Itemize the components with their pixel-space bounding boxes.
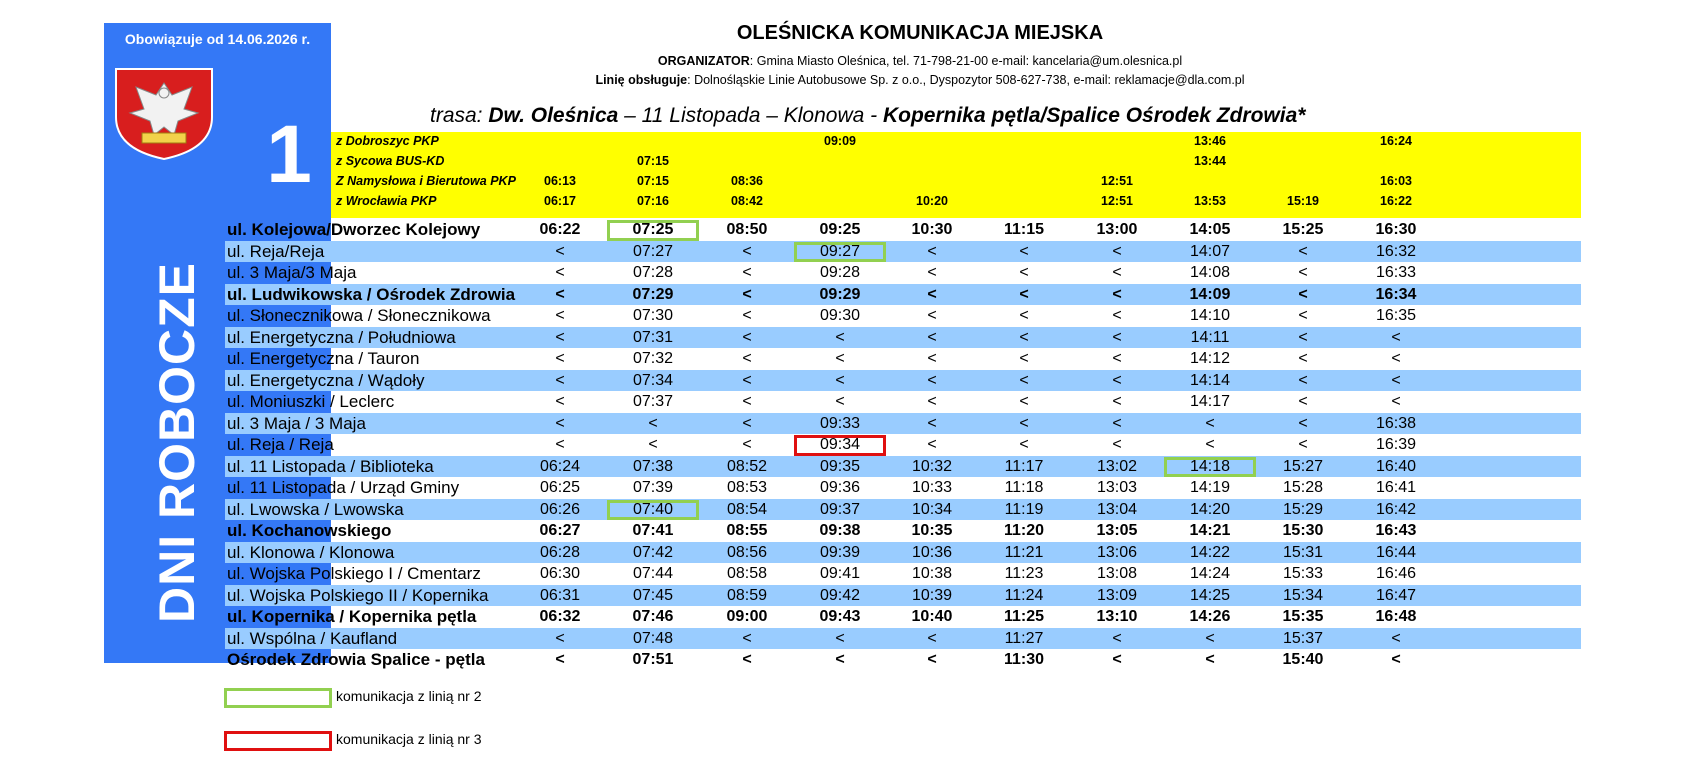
departure-time: 09:38 [819, 522, 861, 539]
departure-time: 08:58 [726, 565, 768, 582]
departure-time: 14:21 [1189, 522, 1231, 539]
departure-time: 09:35 [819, 457, 861, 475]
page-title: OLEŚNICKA KOMUNIKACJA MIEJSKA [736, 22, 1104, 44]
departure-time: 10:40 [911, 608, 953, 625]
departure-time: 15:29 [1282, 500, 1324, 518]
departure-time: 14:19 [1189, 479, 1231, 496]
departure-time: < [555, 414, 565, 432]
stop-name: ul. Energetyczna / Tauron [227, 349, 420, 368]
departure-time: 07:28 [632, 264, 674, 281]
stop-name: ul. 11 Listopada / Urząd Gminy [227, 478, 460, 497]
departure-time: 14:20 [1189, 500, 1231, 518]
route-prefix: trasa: [430, 104, 483, 127]
connection-time: 06:17 [544, 194, 576, 208]
departure-time: 07:41 [632, 522, 674, 539]
departure-time: 11:25 [1003, 608, 1045, 625]
departure-time: 16:33 [1375, 264, 1417, 281]
departure-time: < [927, 629, 937, 647]
route-description [430, 104, 1430, 128]
connection-time: 06:13 [544, 174, 576, 188]
departure-time: < [1112, 350, 1122, 367]
connection-time: 15:19 [1287, 194, 1319, 208]
connection-time: 16:03 [1380, 174, 1412, 188]
departure-time: 13:00 [1096, 221, 1138, 238]
departure-time: 09:33 [819, 414, 861, 432]
departure-time: 14:11 [1190, 328, 1230, 346]
operator-label: Linię obsługuje [595, 73, 688, 87]
departure-time: 08:53 [726, 479, 768, 496]
departure-time: 13:10 [1096, 608, 1138, 625]
departure-time: < [1112, 436, 1122, 453]
departure-time: 14:14 [1189, 371, 1231, 389]
departure-time: < [555, 307, 565, 324]
departure-time: < [1112, 307, 1122, 324]
stop-name: ul. Ludwikowska / Ośrodek Zdrowia [227, 284, 516, 304]
stop-name: ul. Wojska Polskiego II / Kopernika [227, 585, 489, 605]
departure-time: < [555, 393, 565, 410]
departure-time: 13:04 [1096, 500, 1138, 518]
departure-time: 09:27 [819, 242, 861, 260]
departure-time: 08:59 [726, 586, 768, 604]
connection-time: 12:51 [1101, 174, 1133, 188]
stop-name: ul. Wojska Polskiego I / Cmentarz [227, 564, 481, 583]
stop-name: ul. Wspólna / Kaufland [227, 628, 398, 648]
departure-time: 16:42 [1375, 500, 1417, 518]
departure-time: < [835, 651, 845, 668]
departure-time: < [1019, 264, 1029, 281]
day-type-label: DNI ROBOCZE [149, 262, 205, 623]
departure-time: 09:36 [819, 479, 861, 496]
departure-time: < [927, 264, 937, 281]
line-number: 1 [266, 109, 312, 200]
departure-time: 09:28 [819, 264, 861, 281]
departure-time: 11:24 [1004, 586, 1044, 604]
departure-time: < [1019, 285, 1029, 303]
departure-time: < [1391, 371, 1401, 389]
connection-highlight-green [1164, 457, 1256, 478]
stop-name: Ośrodek Zdrowia Spalice - pętla [227, 650, 485, 669]
departure-time: 15:25 [1282, 221, 1324, 238]
connection-time: 07:15 [637, 154, 669, 168]
departure-time: 13:03 [1096, 479, 1138, 496]
departure-time: < [1112, 285, 1122, 303]
departure-time: 16:48 [1375, 608, 1417, 625]
departure-time: 06:22 [539, 221, 581, 238]
departure-time: 14:12 [1189, 350, 1231, 367]
departure-time: 09:34 [819, 436, 861, 453]
departure-time: 07:34 [632, 371, 674, 389]
departure-time: 09:42 [819, 586, 861, 604]
departure-time: < [835, 393, 845, 410]
departure-time: 16:40 [1375, 457, 1417, 475]
departure-time: 09:39 [819, 543, 861, 561]
connection-time: 10:20 [916, 194, 948, 208]
departure-time: 07:31 [632, 328, 674, 346]
stop-name: ul. Reja/Reja [227, 241, 325, 261]
departure-time: < [1391, 350, 1401, 367]
departure-time: < [1298, 350, 1308, 367]
departure-time: 06:31 [539, 586, 581, 604]
departure-time: 06:25 [539, 479, 581, 496]
connection-time: 13:44 [1194, 154, 1226, 168]
departure-time: < [927, 242, 937, 260]
stop-name: ul. Słonecznikowa / Słonecznikowa [227, 306, 491, 325]
departure-time: 14:26 [1189, 608, 1231, 625]
departure-time: 10:39 [911, 586, 953, 604]
legend-line2-label: komunikacja z linią nr 2 [336, 688, 482, 704]
departure-time: 11:20 [1003, 522, 1045, 539]
stop-name: ul. 11 Listopada / Biblioteka [227, 456, 434, 476]
departure-time: 07:25 [632, 221, 674, 238]
departure-time: 09:30 [819, 307, 861, 324]
departure-time: 11:23 [1004, 565, 1044, 582]
departure-time: < [1298, 264, 1308, 281]
departure-time: < [1298, 328, 1308, 346]
operator-text: : Dolnośląskie Linie Autobusowe Sp. z o.o., Dyspozytor 508-627-738, e-mail: reklamacje@dla.com.pl [687, 73, 1245, 87]
departure-time: < [1019, 350, 1029, 367]
departure-time: < [1112, 651, 1122, 668]
departure-time: 13:06 [1096, 543, 1138, 561]
organizer-line [520, 54, 1320, 68]
departure-time: < [927, 393, 937, 410]
departure-time: < [1391, 328, 1401, 346]
departure-time: < [835, 629, 845, 647]
departure-time: < [1112, 328, 1122, 346]
departure-time: < [1298, 307, 1308, 324]
departure-time: < [1019, 436, 1029, 453]
departure-time: 11:18 [1004, 479, 1044, 496]
departure-time: 07:42 [632, 543, 674, 561]
connection-time: 09:09 [824, 134, 856, 148]
departure-time: 16:38 [1375, 414, 1417, 432]
departure-time: 06:30 [539, 565, 581, 582]
departure-time: 15:34 [1282, 586, 1324, 604]
connection-label: z Sycowa BUS-KD [336, 154, 445, 168]
departure-time: < [555, 242, 565, 260]
departure-time: 10:33 [911, 479, 953, 496]
departure-time: 07:48 [632, 629, 674, 647]
connection-time: 08:42 [731, 194, 763, 208]
departure-time: 07:40 [632, 500, 674, 518]
departure-time: 14:25 [1189, 586, 1231, 604]
departure-time: 15:40 [1282, 651, 1324, 668]
departure-time: 08:56 [726, 543, 768, 561]
departure-time: 13:02 [1096, 457, 1138, 475]
departure-time: 13:09 [1096, 586, 1138, 604]
departure-time: < [742, 242, 752, 260]
connection-time: 13:53 [1194, 194, 1226, 208]
departure-time: 15:31 [1282, 543, 1324, 561]
route-to: Kopernika pętla/Spalice Ośrodek Zdrowia* [882, 104, 1306, 127]
connection-label: Z Namysłowa i Bierutowa PKP [336, 174, 516, 188]
connection-label: z Wrocławia PKP [336, 194, 437, 208]
stop-name: ul. Reja / Reja [227, 435, 334, 454]
departure-time: 16:47 [1375, 586, 1417, 604]
stop-name: ul. Energetyczna / Wądoły [227, 370, 425, 390]
departure-time: 14:18 [1189, 457, 1231, 475]
stop-name: ul. 3 Maja / 3 Maja [227, 413, 366, 433]
departure-time: < [555, 264, 565, 281]
departure-time: 11:17 [1004, 457, 1044, 475]
departure-time: 14:07 [1189, 242, 1231, 260]
connection-time: 13:46 [1194, 134, 1226, 148]
departure-time: 07:38 [632, 457, 674, 475]
departure-time: 07:51 [632, 651, 674, 668]
departure-time: 07:32 [632, 350, 674, 367]
valid-from-date: Obowiązuje od 14.06.2026 r. [124, 31, 311, 47]
departure-time: 16:39 [1375, 436, 1417, 453]
departure-time: 16:44 [1375, 543, 1417, 561]
connection-highlight-green [607, 220, 699, 241]
departure-time: 07:29 [632, 285, 674, 303]
stop-name: ul. Kopernika / Kopernika pętla [227, 607, 477, 626]
departure-time: 16:35 [1375, 307, 1417, 324]
departure-time: 09:25 [819, 221, 861, 238]
departure-time: < [742, 651, 752, 668]
departure-time: 16:41 [1375, 479, 1417, 496]
departure-time: < [648, 414, 658, 432]
stop-name: ul. Klonowa / Klonowa [227, 542, 395, 562]
connection-highlight-green [794, 242, 886, 263]
departure-time: < [1205, 629, 1215, 647]
departure-time: 08:55 [726, 522, 768, 539]
legend-line2-swatch [224, 688, 332, 708]
departure-time: < [1298, 242, 1308, 260]
departure-time: < [927, 651, 937, 668]
departure-time: < [927, 285, 937, 303]
departure-time: 07:37 [632, 393, 674, 410]
departure-time: 14:24 [1189, 565, 1231, 582]
legend-line3-swatch [224, 731, 332, 751]
stop-name: ul. Lwowska / Lwowska [227, 499, 404, 519]
departure-time: < [742, 371, 752, 389]
departure-time: 09:29 [819, 285, 861, 303]
departure-time: < [1112, 414, 1122, 432]
route-from: Dw. Oleśnica [488, 104, 619, 127]
departure-time: < [742, 393, 752, 410]
departure-time: 08:52 [726, 457, 768, 475]
departure-time: 16:34 [1375, 285, 1417, 303]
departure-time: 15:30 [1282, 522, 1324, 539]
connection-time: 07:15 [637, 174, 669, 188]
departure-time: < [1298, 414, 1308, 432]
connection-label: z Dobroszyc PKP [336, 134, 439, 148]
departure-time: < [1112, 264, 1122, 281]
departure-time: 15:28 [1282, 479, 1324, 496]
departure-time: < [1391, 393, 1401, 410]
departure-time: 06:32 [539, 608, 581, 625]
connection-time: 08:36 [731, 174, 763, 188]
departure-time: 14:22 [1189, 543, 1231, 561]
legend-line3-label: komunikacja z linią nr 3 [336, 731, 482, 747]
stop-name: ul. Kochanowskiego [227, 521, 392, 540]
departure-time: < [555, 371, 565, 389]
departure-time: 07:39 [632, 479, 674, 496]
departure-time: 09:43 [819, 608, 861, 625]
departure-time: < [1019, 328, 1029, 346]
departure-time: < [648, 436, 658, 453]
departure-time: 14:05 [1189, 221, 1231, 238]
departure-time: < [1019, 307, 1029, 324]
departure-time: 16:30 [1375, 221, 1417, 238]
departure-time: < [555, 629, 565, 647]
departure-time: 15:35 [1282, 608, 1324, 625]
departure-time: 07:46 [632, 608, 674, 625]
departure-time: 10:30 [911, 221, 953, 238]
connection-time: 07:16 [637, 194, 669, 208]
departure-time: 11:21 [1004, 543, 1044, 561]
departure-time: 16:32 [1375, 242, 1417, 260]
departure-time: < [927, 307, 937, 324]
departure-time: 14:08 [1189, 264, 1231, 281]
departure-time: 06:28 [539, 543, 581, 561]
departure-time: 10:34 [911, 500, 953, 518]
departure-time: 15:33 [1282, 565, 1324, 582]
departure-time: 16:46 [1375, 565, 1417, 582]
departure-time: < [1298, 393, 1308, 410]
operator-line [520, 73, 1320, 87]
departure-time: < [927, 350, 937, 367]
departure-time: < [742, 350, 752, 367]
departure-time: < [1298, 371, 1308, 389]
connection-time: 12:51 [1101, 194, 1133, 208]
departure-time: < [1112, 629, 1122, 647]
departure-time: 07:44 [632, 565, 674, 582]
stop-name: ul. Energetyczna / Południowa [227, 327, 456, 347]
departure-time: 09:37 [819, 500, 861, 518]
departure-time: < [835, 328, 845, 346]
departure-time: 14:10 [1189, 307, 1231, 324]
departure-time: 07:30 [632, 307, 674, 324]
departure-time: < [1112, 393, 1122, 410]
organizer-text: : Gmina Miasto Oleśnica, tel. 71-798-21-00 e-mail: kancelaria@um.olesnica.pl [749, 54, 1183, 68]
departure-time: 10:38 [911, 565, 953, 582]
departure-time: < [742, 328, 752, 346]
departure-time: < [1205, 414, 1215, 432]
departure-time: < [1391, 651, 1401, 668]
departure-time: < [1019, 371, 1029, 389]
departure-time: 14:09 [1189, 285, 1231, 303]
departure-time: < [742, 414, 752, 432]
departure-time: < [1205, 436, 1215, 453]
departure-time: < [555, 285, 565, 303]
departure-time: 07:27 [632, 242, 674, 260]
departure-time: < [555, 651, 565, 668]
departure-time: < [1112, 242, 1122, 260]
departure-time: < [555, 328, 565, 346]
stop-name: ul. Kolejowa/Dworzec Kolejowy [227, 220, 481, 239]
departure-time: < [835, 371, 845, 389]
departure-time: 10:35 [911, 522, 953, 539]
departure-time: < [835, 350, 845, 367]
connection-time: 16:22 [1380, 194, 1412, 208]
departure-time: < [927, 436, 937, 453]
organizer-label: ORGANIZATOR [657, 54, 750, 68]
departure-time: < [927, 371, 937, 389]
departure-time: < [742, 264, 752, 281]
departure-time: 06:24 [539, 457, 581, 475]
departure-time: < [555, 350, 565, 367]
departure-time: < [742, 629, 752, 647]
departure-time: 06:26 [539, 500, 581, 518]
stop-name: ul. Moniuszki / Leclerc [227, 392, 395, 411]
departure-time: < [927, 328, 937, 346]
connection-time: 16:24 [1380, 134, 1412, 148]
departure-time: 06:27 [539, 522, 581, 539]
departure-time: 09:00 [726, 608, 768, 625]
departure-time: < [1019, 393, 1029, 410]
departure-time: < [742, 285, 752, 303]
departure-time: < [1112, 371, 1122, 389]
departure-time: < [1019, 414, 1029, 432]
departure-time: 15:27 [1282, 457, 1324, 475]
stop-name: ul. 3 Maja/3 Maja [227, 263, 357, 282]
departure-time: < [1019, 242, 1029, 260]
departure-time: 15:37 [1282, 629, 1324, 647]
departure-time: 09:41 [819, 565, 861, 582]
departure-time: 14:17 [1189, 393, 1231, 410]
departure-time: < [742, 436, 752, 453]
departure-time: 11:27 [1004, 629, 1044, 647]
departure-time: < [1205, 651, 1215, 668]
departure-time: 08:50 [726, 221, 768, 238]
departure-time: 08:54 [726, 500, 768, 518]
departure-time: 13:05 [1096, 522, 1138, 539]
departure-time: 16:43 [1375, 522, 1417, 539]
departure-time: 10:36 [911, 543, 953, 561]
departure-time: < [1298, 436, 1308, 453]
departure-time: < [927, 414, 937, 432]
route-middle: – 11 Listopada – Klonowa - [624, 104, 878, 127]
departure-time: 07:45 [632, 586, 674, 604]
departure-time: < [1298, 285, 1308, 303]
departure-time: 11:19 [1004, 500, 1044, 518]
departure-time: < [742, 307, 752, 324]
connection-highlight-red [794, 435, 886, 456]
connection-highlight-green [607, 500, 699, 521]
departure-time: 11:30 [1003, 651, 1045, 668]
departure-time: 10:32 [911, 457, 953, 475]
departure-time: 11:15 [1003, 221, 1045, 238]
departure-time: 13:08 [1096, 565, 1138, 582]
coat-of-arms-icon [112, 65, 216, 161]
departure-time: < [555, 436, 565, 453]
departure-time: < [1391, 629, 1401, 647]
